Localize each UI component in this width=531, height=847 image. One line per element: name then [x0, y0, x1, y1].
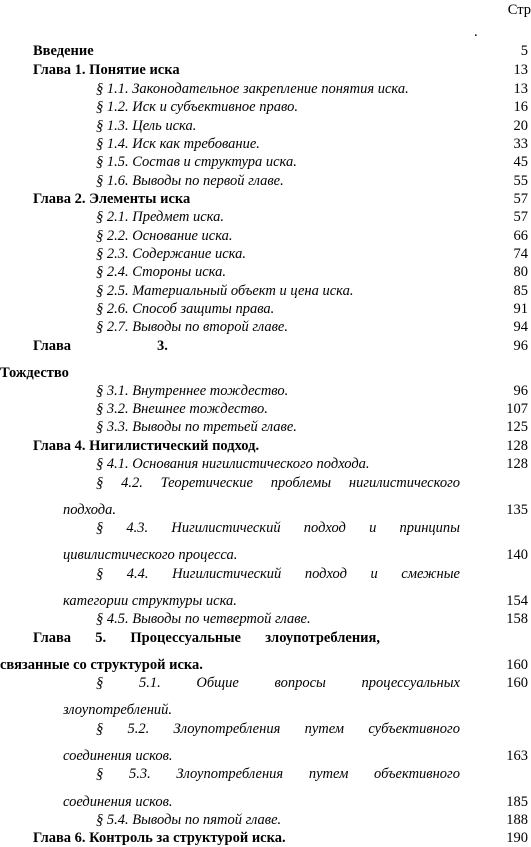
- entry-title: § 1.6. Выводы по первой главе.: [96, 173, 284, 189]
- page-number: 16: [513, 99, 528, 115]
- toc-entry-chapter-1[interactable]: [0, 61, 531, 79]
- toc-entry-5-2-cont[interactable]: [0, 747, 531, 765]
- entry-title-justified: [96, 565, 460, 583]
- page-number: 125: [506, 419, 528, 435]
- entry-title: Глава 6. Контроль за структурой иска.: [33, 830, 286, 846]
- toc-entry-chapter-5-cont[interactable]: [0, 656, 531, 674]
- toc-entry-5-4[interactable]: [0, 811, 531, 829]
- title-word: 4.3.: [126, 520, 149, 536]
- entry-title: § 2.1. Предмет иска.: [96, 209, 224, 225]
- page-column-header: Стр: [507, 2, 531, 18]
- title-word: 5.3.: [128, 766, 151, 782]
- page-number: 188: [506, 812, 528, 828]
- page-number: 128: [506, 456, 528, 472]
- entry-title: Глава 2. Элементы иска: [33, 191, 191, 207]
- title-word: Нигилистический: [171, 520, 281, 536]
- entry-title-continuation: связанные со структурой иска.: [0, 657, 203, 673]
- page-number: 94: [513, 319, 528, 335]
- entry-title: § 3.1. Внутреннее тождество.: [96, 383, 289, 399]
- toc-entry-5-3[interactable]: [0, 765, 531, 783]
- page-number: 57: [513, 209, 528, 225]
- page-number: 5: [520, 43, 528, 59]
- page-number: 45: [513, 154, 528, 170]
- title-word: процессуальных: [361, 675, 460, 691]
- page-number: 96: [513, 338, 528, 354]
- title-word: принципы: [399, 520, 460, 536]
- page-number: 91: [513, 301, 528, 317]
- title-word: Злоупотребления: [173, 721, 281, 737]
- page-number: 80: [513, 264, 528, 280]
- entry-title: § 2.6. Способ защиты права.: [96, 301, 275, 317]
- toc-entry-4-2[interactable]: [0, 474, 531, 492]
- title-word: Процессуальные: [130, 630, 241, 646]
- toc-entry-chapter-2[interactable]: [0, 190, 531, 208]
- page-number: 85: [513, 283, 528, 299]
- title-word: 5.: [95, 630, 107, 646]
- toc-entry-4-1[interactable]: [0, 455, 531, 473]
- title-word: Злоупотребления: [176, 766, 284, 782]
- title-word: §: [96, 566, 104, 582]
- toc-entry-2-5[interactable]: [0, 282, 531, 300]
- toc-entry-1-6[interactable]: [0, 172, 531, 190]
- toc-entry-1-3[interactable]: [0, 117, 531, 135]
- toc-entry-4-3[interactable]: [0, 519, 531, 537]
- title-word: 4.4.: [126, 566, 149, 582]
- entry-title: § 4.5. Выводы по четвертой главе.: [96, 611, 311, 627]
- title-word: субъективного: [368, 721, 460, 737]
- toc-entry-chapter-3-cont: [0, 364, 531, 382]
- page-number: 140: [506, 547, 528, 563]
- toc-entry-2-6[interactable]: [0, 300, 531, 318]
- entry-title-continuation: злоупотреблений.: [63, 702, 173, 718]
- page-number: 160: [506, 657, 528, 673]
- toc-entry-intro[interactable]: [0, 42, 531, 60]
- entry-title: § 1.4. Иск как требование.: [96, 136, 260, 152]
- toc-entry-1-1[interactable]: [0, 80, 531, 98]
- toc-entry-2-3[interactable]: [0, 245, 531, 263]
- page-number: 190: [506, 830, 528, 846]
- entry-title: Введение: [33, 43, 94, 59]
- title-word: §: [96, 675, 104, 691]
- toc-entry-4-2-cont[interactable]: [0, 501, 531, 519]
- entry-title: § 3.2. Внешнее тождество.: [96, 401, 268, 417]
- title-word: §: [96, 475, 104, 491]
- page-number: 96: [513, 383, 528, 399]
- toc-entry-3-1[interactable]: [0, 382, 531, 400]
- title-word: проблемы: [270, 475, 332, 491]
- toc-entry-5-3-cont[interactable]: [0, 793, 531, 811]
- entry-title: § 2.3. Содержание иска.: [96, 246, 246, 262]
- toc-entry-4-4[interactable]: [0, 565, 531, 583]
- page-number: 185: [506, 794, 528, 810]
- toc-entry-5-1[interactable]: [0, 674, 531, 692]
- page-number: 57: [513, 191, 528, 207]
- entry-title-word: Глава: [33, 338, 72, 354]
- entry-title: § 3.3. Выводы по третьей главе.: [96, 419, 297, 435]
- entry-title: § 2.5. Материальный объект и цена иска.: [96, 283, 354, 299]
- page-number: 154: [506, 593, 528, 609]
- entry-title-continuation: соединения исков.: [63, 748, 173, 764]
- title-word: Теоретические: [160, 475, 253, 491]
- page-number: 13: [513, 81, 528, 97]
- page-number: 20: [513, 118, 528, 134]
- toc-entry-4-4-cont[interactable]: [0, 592, 531, 610]
- page-number: 160: [506, 675, 528, 691]
- title-word: и: [369, 520, 377, 536]
- entry-title-continuation: соединения исков.: [63, 794, 173, 810]
- page-number: 55: [513, 173, 528, 189]
- title-word: смежные: [401, 566, 460, 582]
- toc-entry-1-2[interactable]: [0, 98, 531, 116]
- entry-title-continuation: Тождество: [0, 365, 69, 381]
- page-number: 107: [506, 401, 528, 417]
- entry-title: § 4.1. Основания нигилистического подхода.: [96, 456, 370, 472]
- title-word: Нигилистический: [172, 566, 282, 582]
- title-word: подход: [303, 520, 346, 536]
- entry-title: § 2.4. Стороны иска.: [96, 264, 226, 280]
- title-word: подход: [304, 566, 347, 582]
- entry-title-continuation: цивилистического процесса.: [63, 547, 238, 563]
- toc-entry-chapter-4[interactable]: [0, 437, 531, 455]
- toc-entry-chapter-5[interactable]: [0, 629, 531, 647]
- page-number: 66: [513, 228, 528, 244]
- entry-title: § 1.2. Иск и субъективное право.: [96, 99, 298, 115]
- toc-entry-1-4[interactable]: [0, 135, 531, 153]
- title-word: вопросы: [274, 675, 326, 691]
- title-word: Общие: [196, 675, 239, 691]
- entry-title-justified: [33, 629, 380, 647]
- title-word: нигилистического: [348, 475, 460, 491]
- entry-title-justified: [96, 474, 460, 492]
- toc-entry-1-5[interactable]: [0, 153, 531, 171]
- entry-title-continuation: категории структуры иска.: [63, 593, 237, 609]
- toc-entry-5-2[interactable]: [0, 720, 531, 738]
- entry-title: § 1.1. Законодательное закрепление понятия иска.: [96, 81, 409, 97]
- title-word: 5.1.: [138, 675, 161, 691]
- entry-title-continuation: подхода.: [63, 502, 116, 518]
- page-number: 13: [513, 62, 528, 78]
- entry-title-word: 3.: [157, 338, 168, 354]
- toc-entry-2-4[interactable]: [0, 263, 531, 281]
- title-word: злоупотребления,: [265, 630, 380, 646]
- page-number: 163: [506, 748, 528, 764]
- entry-title: Глава 1. Понятие иска: [33, 62, 180, 78]
- toc-entry-2-1[interactable]: [0, 208, 531, 226]
- toc-entry-2-2[interactable]: [0, 227, 531, 245]
- entry-title-justified: [96, 765, 460, 783]
- toc-entry-2-7[interactable]: [0, 318, 531, 336]
- entry-title: § 1.5. Состав и структура иска.: [96, 154, 297, 170]
- title-word: Глава: [33, 630, 72, 646]
- toc-entry-4-5[interactable]: [0, 610, 531, 628]
- entry-title-justified: [96, 674, 460, 692]
- title-word: §: [96, 766, 104, 782]
- header-dot: .: [474, 24, 478, 40]
- entry-title: § 5.4. Выводы по пятой главе.: [96, 812, 282, 828]
- title-word: и: [370, 566, 378, 582]
- title-word: путем: [308, 766, 349, 782]
- title-word: §: [96, 520, 104, 536]
- toc-entry-3-2[interactable]: [0, 400, 531, 418]
- title-word: 5.2.: [127, 721, 150, 737]
- toc-entry-chapter-6[interactable]: [0, 829, 531, 847]
- entry-title-justified: [96, 720, 460, 738]
- toc-entry-5-1-cont: [0, 701, 531, 719]
- toc-entry-chapter-3[interactable]: [0, 337, 531, 355]
- page-number: 33: [513, 136, 528, 152]
- title-word: §: [96, 721, 104, 737]
- toc-entry-3-3[interactable]: [0, 418, 531, 436]
- page-number: 128: [506, 438, 528, 454]
- title-word: объективного: [374, 766, 460, 782]
- page-number: 158: [506, 611, 528, 627]
- page-number: 74: [513, 246, 528, 262]
- toc-entry-4-3-cont[interactable]: [0, 546, 531, 564]
- title-word: путем: [304, 721, 345, 737]
- entry-title: § 2.7. Выводы по второй главе.: [96, 319, 288, 335]
- entry-title: § 2.2. Основание иска.: [96, 228, 233, 244]
- page-number: 135: [506, 502, 528, 518]
- entry-title: Глава 4. Нигилистический подход.: [33, 438, 260, 454]
- entry-title-justified: [96, 519, 460, 537]
- title-word: 4.2.: [121, 475, 143, 491]
- entry-title: § 1.3. Цель иска.: [96, 118, 197, 134]
